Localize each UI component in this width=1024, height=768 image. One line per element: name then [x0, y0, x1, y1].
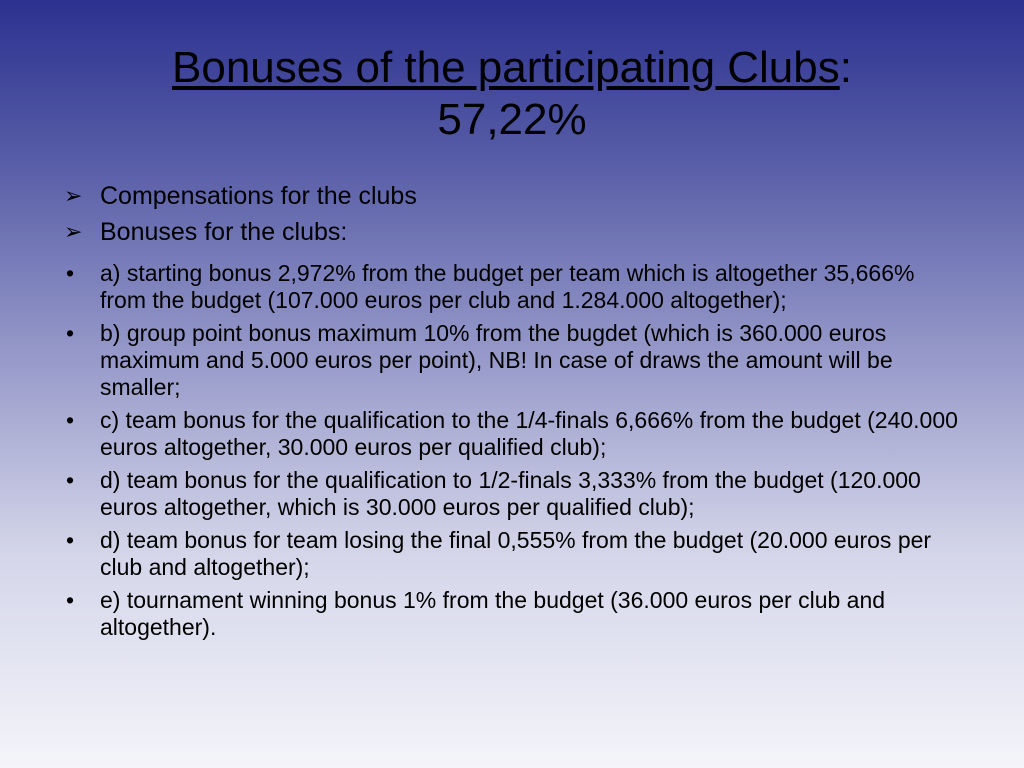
title-main: Bonuses of the participating Clubs [172, 43, 840, 92]
slide-title [40, 42, 984, 146]
bullet-list [64, 260, 964, 641]
bullet-dot-icon: • [66, 467, 75, 493]
list-item-text: a) starting bonus 2,972% from the budget per team which is altogether 35,666% from the budget (107.000 euros per club and 1.284.000 altogether); [100, 260, 915, 313]
bullet-dot-icon: • [66, 260, 75, 286]
bullet-dot-icon: • [66, 587, 75, 613]
list-item [64, 467, 964, 521]
bullet-dot-icon: • [66, 320, 75, 346]
arrow-item-text: Bonuses for the clubs: [100, 218, 348, 246]
list-item [64, 320, 964, 401]
arrow-item [64, 214, 964, 250]
bullet-dot-icon: • [66, 527, 75, 553]
list-item-text: c) team bonus for the qualification to the 1/4-finals 6,666% from the budget (240.000 euros altogether, 30.000 euros per qualified club); [100, 407, 958, 460]
arrow-item-text: Compensations for the clubs [100, 182, 417, 210]
title-suffix: : [839, 43, 852, 92]
arrow-item [64, 178, 964, 214]
list-item [64, 587, 964, 641]
list-item [64, 260, 964, 314]
list-item-text: e) tournament winning bonus 1% from the budget (36.000 euros per club and altogether). [100, 587, 886, 640]
title-percentage: 57,22% [437, 95, 587, 144]
arrow-bullet-icon: ➢ [64, 183, 83, 208]
arrow-list [64, 178, 964, 250]
arrow-bullet-icon: ➢ [64, 219, 83, 244]
bullet-dot-icon: • [66, 407, 75, 433]
list-item [64, 407, 964, 461]
list-item-text: b) group point bonus maximum 10% from the bugdet (which is 360.000 euros maximum and 5.000 euros per point), NB! In case of draws the amount will be smaller; [100, 320, 893, 400]
list-item [64, 527, 964, 581]
list-item-text: d) team bonus for team losing the final 0,555% from the budget (20.000 euros per club and altogether); [100, 527, 932, 580]
list-item-text: d) team bonus for the qualification to 1/2-finals 3,333% from the budget (120.000 euros altogether, which is 30.000 euros per qualified club); [100, 467, 921, 520]
slide-content [64, 178, 964, 647]
